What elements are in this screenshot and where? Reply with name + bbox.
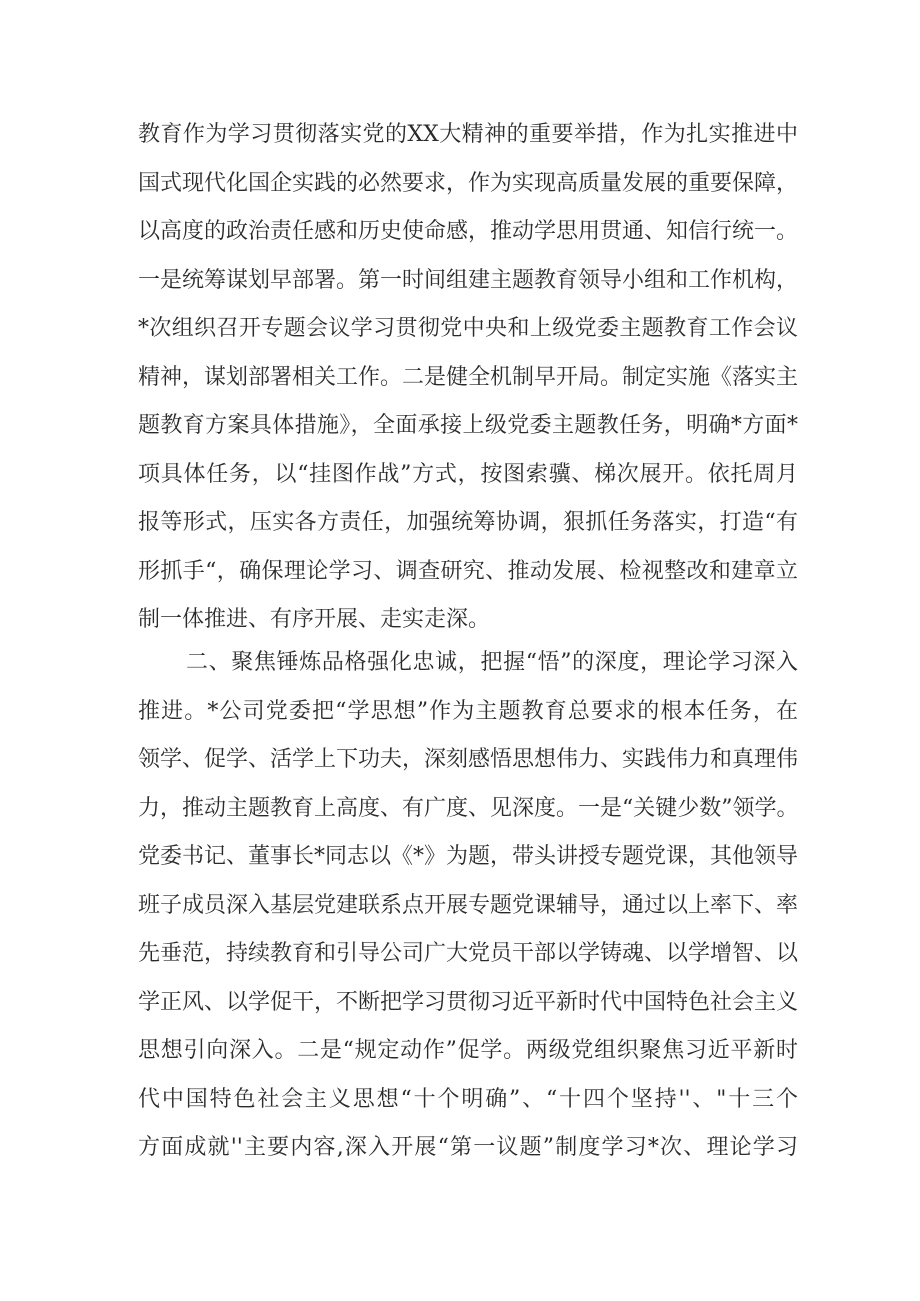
text-line: 制一体推进、有序开展、走实走深。 [138, 607, 491, 632]
text-line: 思想引向深入。二是“规定动作”促学。两级党组织聚焦习近平新时 [138, 1038, 798, 1063]
text-line: 一是统筹谋划早部署。第一时间组建主题教育领导小组和工作机构， [138, 267, 799, 293]
text-line: 领学、促学、活学上下功夫，深刻感悟思想伟力、实践伟力和真理伟 [138, 747, 799, 772]
text-line: 代中国特色社会主义思想“十个明确”、“十四个坚持''、"十三个 [138, 1086, 798, 1112]
text-line: 推进。*公司党委把“学思想”作为主题教育总要求的根本任务，在 [138, 698, 798, 724]
text-line: 先垂范，持续教育和引导公司广大党员干部以学铸魂、以学增智、以 [138, 941, 799, 966]
section-heading-line: 二、聚焦锤炼品格强化忠诚，把握“悟”的深度，理论学习深入 [186, 650, 798, 675]
text-line: 以高度的政治责任感和历史使命感，推动学思用贯通、知信行统一。 [138, 219, 799, 244]
paragraph-2 [138, 639, 798, 1173]
text-line: *次组织召开专题会议学习贯彻党中央和上级党委主题教育工作会议 [138, 316, 798, 341]
paragraph-1 [138, 111, 798, 645]
text-line: 方面成就''主要内容,深入开展“第一议题”制度学习*次、理论学习 [138, 1135, 798, 1160]
text-line: 形抓手“，确保理论学习、调查研究、推动发展、检视整改和建章立 [138, 558, 798, 584]
text-line: 班子成员深入基层党建联系点开展专题党课辅导，通过以上率下、率 [138, 892, 799, 918]
text-line: 力，推动主题教育上高度、有广度、见深度。一是“关键少数”领学。 [138, 795, 799, 821]
text-line: 党委书记、董事长*同志以《*》为题，带头讲授专题党课，其他领导 [138, 844, 799, 869]
text-line: 教育作为学习贯彻落实党的XX大精神的重要举措，作为扎实推进中 [138, 122, 798, 147]
text-line: 学正风、以学促干，不断把学习贯彻习近平新时代中国特色社会主义 [138, 989, 799, 1015]
text-line: 报等形式，压实各方责任，加强统筹协调，狠抓任务落实，打造“有 [138, 510, 798, 535]
text-line: 题教育方案具体措施》，全面承接上级党委主题教任务，明确*方面* [138, 413, 798, 438]
text-line: 精神，谋划部署相关工作。二是健全机制早开局。制定实施《落实主 [138, 364, 799, 390]
text-line: 国式现代化国企实践的必然要求，作为实现高质量发展的重要保障， [138, 170, 799, 196]
text-line: 项具体任务，以“挂图作战”方式，按图索骥、梯次展开。依托周月 [138, 461, 798, 487]
